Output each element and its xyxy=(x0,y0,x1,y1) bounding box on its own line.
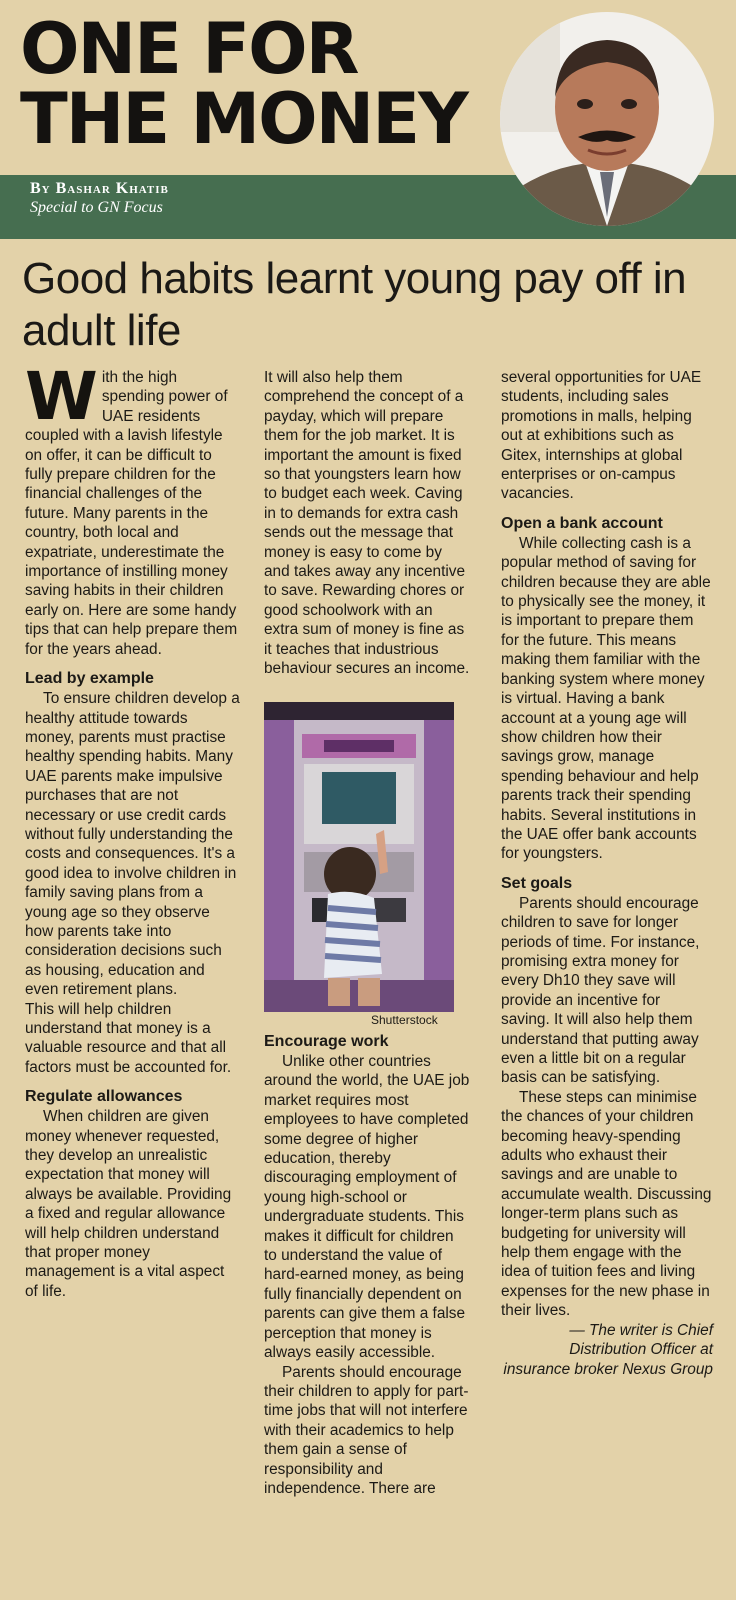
goals-paragraph-1: Parents should encourage children to save for longer periods of time. For instance, promising extra money for every Dh10 they save will provide an incentive for saving. It will also help them understand that putting away even a little bit on a regular basis can be satisfying. xyxy=(501,894,700,1087)
column-1 xyxy=(25,358,241,1301)
column-2 xyxy=(264,368,470,679)
author-name: By Bashar Khatib xyxy=(30,180,169,197)
lead-paragraph-1: To ensure children develop a healthy attitude towards money, parents must practise healthy spending habits. Many UAE parents make impulsive purchases that are not necessary or use credit cards without fully understanding the costs and consequences. It's a good idea to involve children in family saving plans from a young age so they observe how parents take into consideration decisions such as housing, education and even retirement plans. xyxy=(25,690,240,999)
section-heading-lead: Lead by example xyxy=(25,670,154,688)
work-paragraph-1: Unlike other countries around the world, the UAE job market requires most employees to have completed some degree of higher education, thereby discouraging employment of young high-school or undergraduate students. This makes it difficult for children to understand the value of hard-earned money, as being fully financially dependent on parents can give them a false perception that money is always easily accessible. xyxy=(264,1053,470,1362)
section-heading-bank: Open a bank account xyxy=(501,514,663,532)
allowances-paragraph-2: It will also help them comprehend the concept of a payday, which will prepare them for the job market. It is important the amount is fixed so that youngsters learn how to budget each week. Caving in to demands for extra cash sends out the message that money is easy to come by and takes away any incentive to save. Rewarding chores or good schoolwork with an extra sum of money is fine as it teaches that industrious behaviour secures an income. xyxy=(264,369,470,678)
author-affiliation: Special to GN Focus xyxy=(30,199,163,216)
intro-text: ith the high spending power of UAE residents coupled with a lavish lifestyle on offer, it can be difficult to fully prepare children for the financial challenges of the future. Many parents in the country, both local and expatriate, underestimate the importance of instilling money saving habits in their children early on. Here are some handy tips that can help prepare them for the years ahead. xyxy=(25,369,238,658)
author-signoff: — The writer is Chief Distribution Officer at insurance broker Nexus Group xyxy=(503,1321,713,1378)
column-2-lower xyxy=(264,1032,470,1498)
work-paragraph-3: several opportunities for UAE students, including sales promotions in malls, helping out at exhibitions such as Gitex, internships at global enterprises or on-campus vacancies. xyxy=(501,369,702,503)
drop-cap: W xyxy=(25,358,98,435)
work-paragraph-2: Parents should encourage their children to apply for part-time jobs that will not interfere with their academics to help them gain a sense of responsibility and independence. There are xyxy=(264,1363,469,1497)
section-heading-work: Encourage work xyxy=(264,1033,389,1050)
headline: Good habits learnt young pay off in adult life xyxy=(22,254,687,355)
goals-paragraph-2: These steps can minimise the chances of your children becoming heavy-spending adults who exhaust their savings and are unable to accumulate wealth. Discussing longer-term plans such as budgeting for university will help them engage with the idea of tuition fees and living expenses for the new phase in their lives. xyxy=(501,1088,712,1320)
allowances-paragraph-1: When children are given money whenever requested, they develop an unrealistic expectation that money will always be available. Providing a fixed and regular allowance will help children understand that proper money management is a vital aspect of life. xyxy=(25,1108,232,1300)
intro-paragraph xyxy=(25,358,241,659)
masthead xyxy=(0,0,736,240)
byline xyxy=(30,180,169,217)
page-title: ONE FOR THE MONEY xyxy=(20,8,467,160)
column-3 xyxy=(501,368,713,1379)
atm-photo xyxy=(264,702,454,1012)
section-heading-goals: Set goals xyxy=(501,874,573,892)
author-portrait xyxy=(500,12,714,226)
photo-credit: Shutterstock xyxy=(371,1013,438,1027)
bank-paragraph-1: While collecting cash is a popular method of saving for children because they are able to physically see the money, it is important to prepare them for the future. This means making them familiar with the banking system where money is virtual. Having a bank account at a young age will show children how their savings grow, manage spending behaviour and help parents track their spending habits. Several institutions in the UAE offer bank accounts for youngsters. xyxy=(501,534,711,863)
section-heading-allowances: Regulate allowances xyxy=(25,1088,183,1106)
lead-paragraph-2: This will help children understand that money is a valuable resource and that all factors must be accounted for. xyxy=(25,1000,232,1076)
